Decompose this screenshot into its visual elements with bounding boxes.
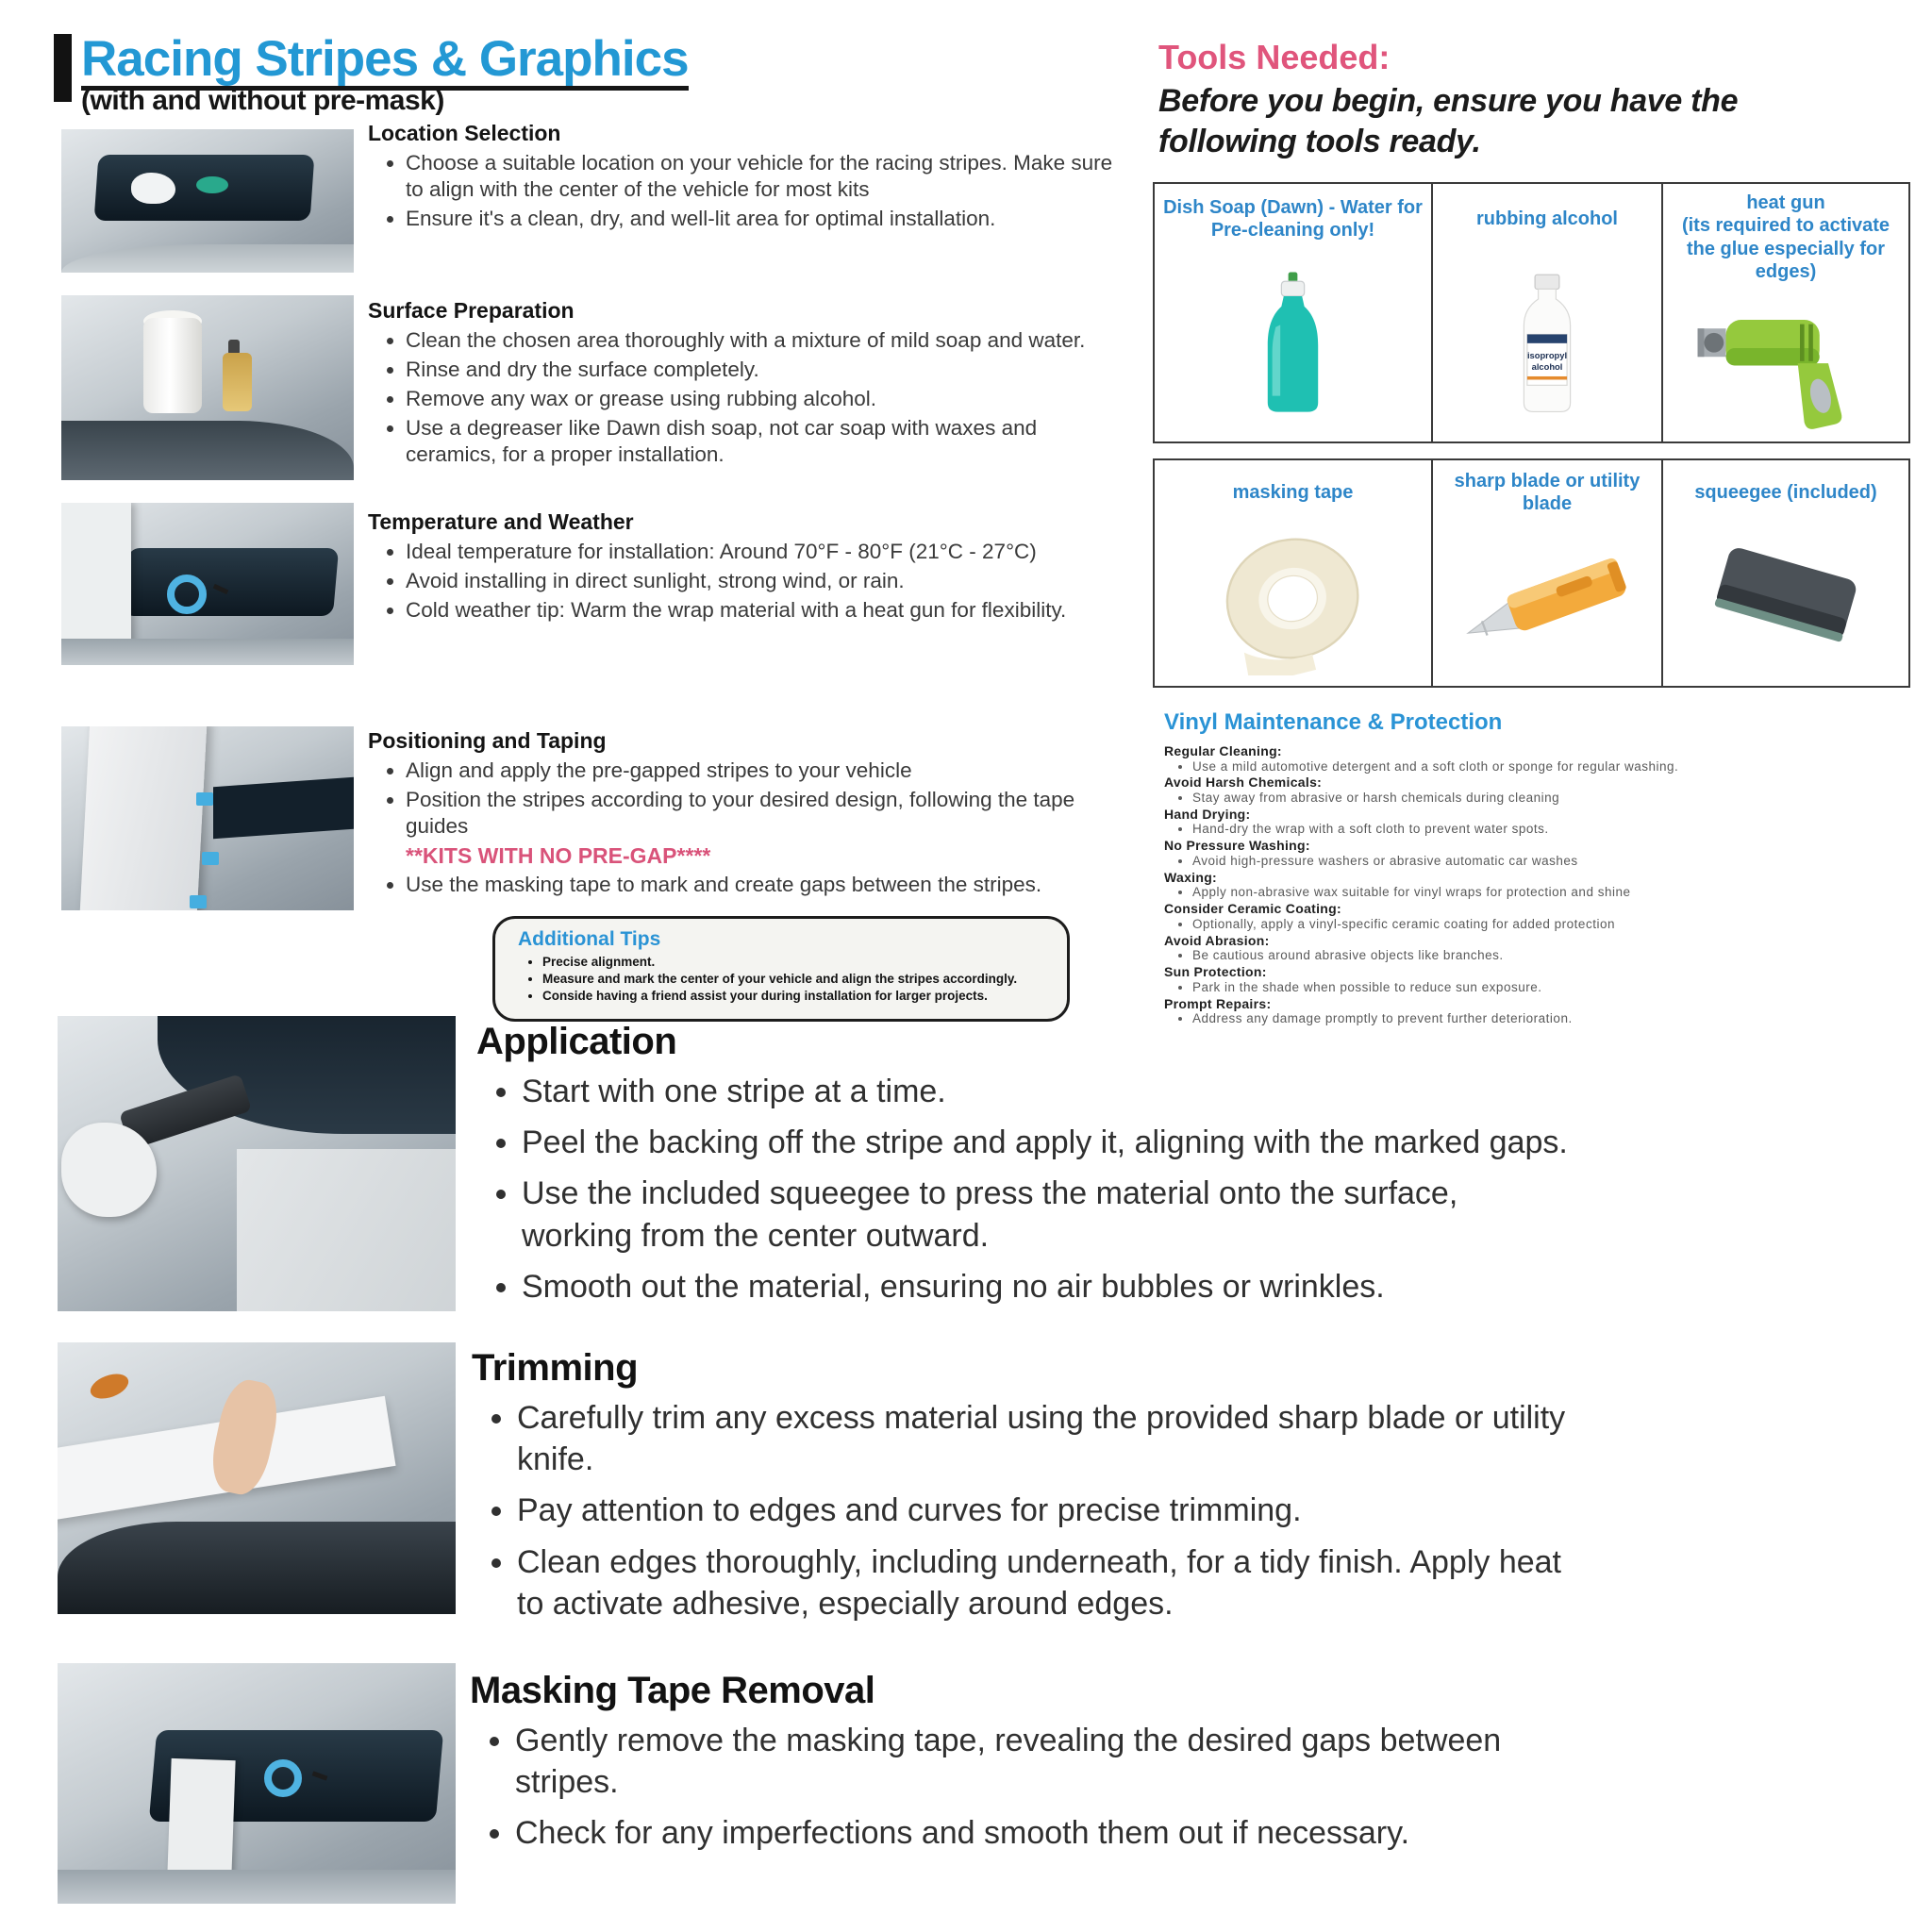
bullet: • Start with one stripe at a time.	[522, 1071, 1571, 1112]
bullet-list	[1164, 885, 1900, 900]
vinyl-sheet	[79, 726, 207, 910]
tool-dish-soap	[1155, 184, 1431, 441]
bullet: • Check for any imperfections and smooth them out if necessary.	[515, 1812, 1564, 1854]
masking-tape-icon	[1208, 517, 1378, 686]
tool-label: squeegee (included)	[1694, 481, 1877, 503]
section-positioning-taping	[368, 728, 1113, 901]
tool-label: rubbing alcohol	[1476, 208, 1618, 229]
title-accent-bar	[54, 34, 72, 102]
maintenance-label: Sun Protection:	[1164, 964, 1267, 980]
bullet: • Park in the shade when possible to reduce sun exposure.	[1192, 980, 1900, 995]
photo-application	[58, 1016, 456, 1311]
bullet-list	[470, 1720, 1564, 1855]
car-body	[58, 1522, 456, 1614]
bullet-list	[1164, 854, 1900, 869]
bullet: • Avoid installing in direct sunlight, strong wind, or rain.	[406, 568, 1113, 594]
bullet: • Precise alignment.	[542, 954, 1052, 971]
tool-label: Dish Soap (Dawn) - Water for Pre-cleaning only!	[1163, 196, 1423, 241]
blue-tape-piece	[190, 895, 207, 908]
tools-table-row2	[1153, 458, 1910, 688]
tool-rubbing-alcohol	[1431, 184, 1661, 441]
bullet: • Position the stripes according to your desired design, following the tape guides	[406, 787, 1113, 840]
rubbing-alcohol-icon	[1508, 246, 1586, 441]
glove	[131, 173, 175, 204]
section-heading: Location Selection	[368, 121, 561, 145]
bullet: • Clean the chosen area thoroughly with a mixture of mild soap and water.	[406, 327, 1113, 354]
page-title: Racing Stripes & Graphics	[81, 34, 689, 91]
bullet: • Address any damage promptly to prevent further deterioration.	[1192, 1011, 1900, 1026]
bullet-list	[368, 327, 1113, 467]
hood-edge	[58, 1870, 456, 1904]
maintenance-label: Waxing:	[1164, 869, 1218, 885]
maintenance-label: Avoid Harsh Chemicals:	[1164, 774, 1323, 791]
tools-table-row1	[1153, 182, 1910, 443]
photo-surface-preparation	[61, 295, 354, 480]
tape-roll	[196, 176, 228, 193]
bullet: • Choose a suitable location on your vehicle for the racing stripes. Make sure to align with the center of the vehicle for most kits	[406, 150, 1113, 203]
section-masking-tape-removal	[470, 1670, 1564, 1864]
bullet: • Align and apply the pre-gapped stripes to your vehicle	[406, 758, 1113, 784]
tool-label-title: heat gun	[1746, 192, 1825, 213]
bullet: • Clean edges thoroughly, including underneath, for a tidy finish. Apply heat to activate adhesive, especially around edges.	[517, 1541, 1566, 1624]
section-heading: Trimming	[472, 1347, 639, 1389]
bullet-list	[368, 758, 1113, 898]
section-heading: Positioning and Taping	[368, 728, 607, 753]
windshield-cowl	[213, 776, 354, 838]
maintenance-label: Consider Ceramic Coating:	[1164, 901, 1341, 917]
vinyl-sheet	[237, 1149, 456, 1311]
blue-tape-roll	[167, 575, 207, 614]
bullet: • Ideal temperature for installation: Around 70°F - 80°F (21°C - 27°C)	[406, 539, 1113, 565]
section-location-selection	[368, 121, 1113, 235]
header	[54, 31, 689, 117]
tips-heading: Additional Tips	[518, 928, 661, 950]
bullet-list	[1164, 822, 1900, 837]
tool-label: sharp blade or utility blade	[1454, 470, 1641, 514]
heat-gun-icon	[1687, 284, 1885, 441]
tool-sharp-blade	[1431, 460, 1661, 686]
section-trimming	[472, 1347, 1566, 1634]
bullet: • Conside having a friend assist your during installation for larger projects.	[542, 988, 1052, 1005]
no-pre-gap-note: **KITS WITH NO PRE-GAP****	[406, 842, 711, 868]
bullet-list	[518, 954, 1052, 1006]
section-surface-preparation	[368, 298, 1113, 470]
bullet: • Hand-dry the wrap with a soft cloth to prevent water spots.	[1192, 822, 1900, 837]
bullet-list	[476, 1071, 1571, 1307]
hood-edge	[61, 421, 354, 480]
paper-towel-roll	[143, 318, 202, 414]
bullet: • Optionally, apply a vinyl-specific ceramic coating for added protection	[1192, 917, 1900, 932]
photo-positioning-taping	[61, 726, 354, 910]
bullet: • Peel the backing off the stripe and apply it, aligning with the marked gaps.	[522, 1122, 1571, 1163]
maintenance-label: Prompt Repairs:	[1164, 995, 1272, 1011]
tool-label: masking tape	[1232, 481, 1354, 503]
bullet: • Remove any wax or grease using rubbing alcohol.	[406, 386, 1113, 412]
svg-text:isopropyl: isopropyl	[1526, 350, 1568, 360]
bullet-list	[368, 150, 1113, 232]
vinyl-maintenance-section	[1164, 709, 1900, 1027]
squeegee-icon	[1694, 517, 1878, 686]
blue-tape-piece	[202, 852, 219, 865]
section-temperature-weather	[368, 509, 1113, 626]
bullet: • Avoid high-pressure washers or abrasive automatic car washes	[1192, 854, 1900, 869]
bullet: • Cold weather tip: Warm the wrap material with a heat gun for flexibility.	[406, 597, 1113, 624]
bullet: • Use a mild automotive detergent and a soft cloth or sponge for regular washing.	[1192, 759, 1900, 774]
tools-intro: Before you begin, ensure you have the following tools ready.	[1158, 83, 1739, 159]
bullet: • Measure and mark the center of your vehicle and align the stripes accordingly.	[542, 971, 1052, 988]
blue-tape-piece	[196, 792, 213, 806]
car-hood-tray	[123, 548, 340, 616]
maintenance-label: Hand Drying:	[1164, 806, 1251, 822]
maintenance-label: No Pressure Washing:	[1164, 838, 1310, 854]
section-application	[476, 1021, 1571, 1317]
photo-masking-tape-removal	[58, 1663, 456, 1904]
bullet: • Use the masking tape to mark and create gaps between the stripes.	[406, 872, 1113, 898]
bullet: • Apply non-abrasive wax suitable for vinyl wraps for protection and shine	[1192, 885, 1900, 900]
additional-tips-box	[492, 916, 1070, 1022]
bullet-list	[368, 539, 1113, 624]
bullet: • Gently remove the masking tape, revealing the desired gaps between stripes.	[515, 1720, 1564, 1803]
bullet: • Pay attention to edges and curves for precise trimming.	[517, 1490, 1566, 1531]
maintenance-label: Avoid Abrasion:	[1164, 932, 1270, 948]
photo-trimming	[58, 1342, 456, 1614]
bullet: • Smooth out the material, ensuring no air bubbles or wrinkles.	[522, 1266, 1571, 1307]
hood-edge	[61, 639, 354, 665]
section-heading: Masking Tape Removal	[470, 1670, 875, 1711]
bullet-list	[1164, 948, 1900, 963]
tool-label-sub: (its required to activate the glue especially for edges)	[1681, 215, 1890, 283]
photo-temperature-weather	[61, 503, 354, 665]
tool-masking-tape	[1155, 460, 1431, 686]
tool-heat-gun	[1661, 184, 1908, 441]
tool-squeegee	[1661, 460, 1908, 686]
photo-location-selection	[61, 129, 354, 273]
bullet-list	[1164, 917, 1900, 932]
dish-soap-icon	[1253, 246, 1333, 441]
bullet: • Stay away from abrasive or harsh chemicals during cleaning	[1192, 791, 1900, 806]
bullet: • Carefully trim any excess material using the provided sharp blade or utility knife.	[517, 1397, 1566, 1480]
hood-edge	[61, 244, 354, 273]
bullet-list	[1164, 759, 1900, 774]
bullet: • Rinse and dry the surface completely.	[406, 357, 1113, 383]
tools-needed-heading: Tools Needed:	[1158, 38, 1391, 76]
maintenance-label: Regular Cleaning:	[1164, 743, 1282, 758]
section-heading: Application	[476, 1021, 677, 1062]
bullet: • Use the included squeegee to press the material onto the surface, working from the center outward.	[522, 1173, 1571, 1256]
spray-bottle	[223, 353, 252, 412]
svg-text:alcohol: alcohol	[1531, 361, 1563, 372]
page-subtitle: (with and without pre-mask)	[81, 85, 444, 116]
bullet-list	[1164, 980, 1900, 995]
section-heading: Temperature and Weather	[368, 509, 634, 534]
utility-knife-icon	[1456, 517, 1640, 686]
maintenance-heading: Vinyl Maintenance & Protection	[1164, 709, 1503, 735]
leaf	[87, 1369, 132, 1403]
bullet-list	[1164, 791, 1900, 806]
section-heading: Surface Preparation	[368, 298, 575, 323]
bullet: • Ensure it's a clean, dry, and well-lit area for optimal installation.	[406, 206, 1113, 232]
bullet: • Use a degreaser like Dawn dish soap, not car soap with waxes and ceramics, for a proper installation.	[406, 415, 1113, 468]
tool-label	[1671, 192, 1901, 284]
bullet-list	[472, 1397, 1566, 1624]
bullet: • Be cautious around abrasive objects like branches.	[1192, 948, 1900, 963]
